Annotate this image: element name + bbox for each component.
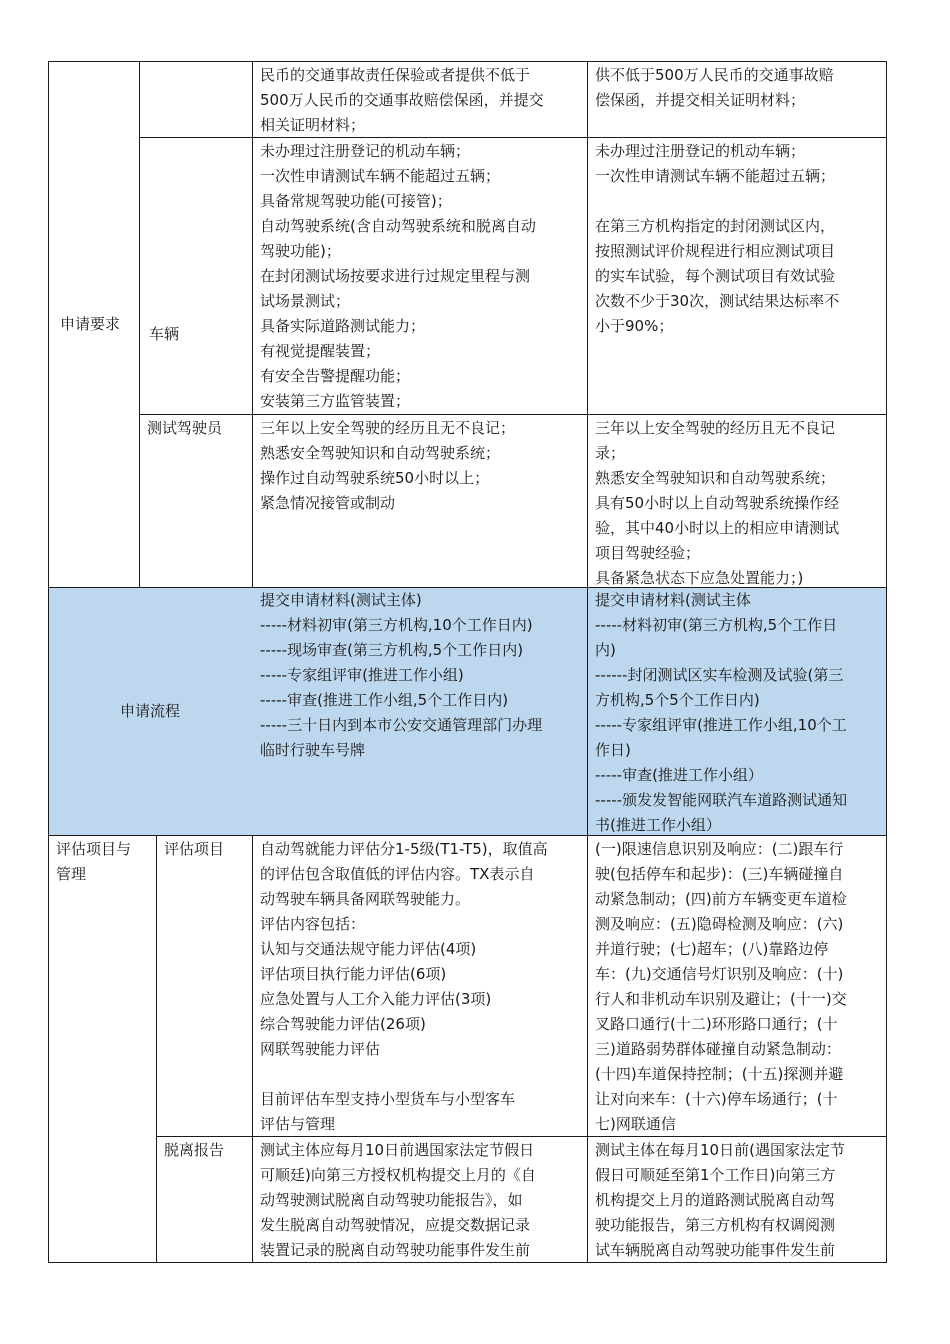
text-line: 500万人民币的交通事故赔偿保函，并提交 xyxy=(260,91,544,109)
text-line: 评估内容包括： xyxy=(260,915,366,933)
driver-requirements-right xyxy=(587,415,887,591)
text-line: 作日) xyxy=(595,741,631,759)
text-line: 综合驾驶能力评估(26项) xyxy=(260,1015,426,1033)
text-line: 发生脱离自动驾驶情况，应提交数据记录 xyxy=(260,1216,531,1234)
text-line: 机构提交上月的道路测试脱离自动驾 xyxy=(595,1191,836,1209)
text-line: 有视觉提醒装置； xyxy=(260,342,381,360)
table-border-right xyxy=(886,61,887,1263)
text-line: 自动驾驶系统(含自动驾驶系统和脱离自动 xyxy=(260,217,536,235)
col-divider-c-bottom xyxy=(252,835,253,1263)
text-line: 评估项目与 xyxy=(56,840,132,858)
text-line: -----材料初审(第三方机构,10个工作日内) xyxy=(260,616,533,634)
evaluation-items-right xyxy=(587,836,887,1137)
text-line: 一次性申请测试车辆不能超过五辆； xyxy=(595,167,836,185)
application-process-text: 申请流程 xyxy=(119,701,180,720)
text-line: 试车辆脱离自动驾驶功能事件发生前 xyxy=(595,1241,836,1259)
text-line: 安装第三方监管装置； xyxy=(260,392,411,410)
text-line: 按照测试评价规程进行相应测试项目 xyxy=(595,242,836,260)
evaluation-items-left xyxy=(252,836,587,1137)
text-line: 小于90%； xyxy=(595,317,674,335)
text-line: 三年以上安全驾驶的经历且无不良记 xyxy=(595,419,836,437)
text-line: 动紧急制动；(四)前方车辆变更车道检 xyxy=(595,890,847,908)
vehicle-requirements-right xyxy=(587,138,887,339)
text-line: 动驾驶车辆具备网联驾驶能力。 xyxy=(260,890,471,908)
text-line: 应急处置与人工介入能力评估(3项) xyxy=(260,990,492,1008)
text-line: 书(推进工作小组） xyxy=(595,816,721,834)
col-divider-a xyxy=(139,61,140,588)
text-line: 车：(九)交通信号灯识别及响应：(十) xyxy=(595,965,844,983)
text-line: 未办理过注册登记的机动车辆； xyxy=(260,142,471,160)
text-line: 动驾驶测试脱离自动驾驶功能报告》，如 xyxy=(260,1191,523,1209)
text-line: (十四)车道保持控制；(十五)探测并避 xyxy=(595,1065,844,1083)
vehicle-requirements-left xyxy=(252,138,587,414)
text-line: 并道行驶；(七)超车；(八)靠路边停 xyxy=(595,940,829,958)
process-steps-right xyxy=(587,587,887,838)
evaluation-items-label xyxy=(156,836,252,862)
text-line: 网联驾驶能力评估 xyxy=(260,1040,381,1058)
text-line: 民币的交通事故责任保验或者提供不低于 xyxy=(260,66,531,84)
text-line: 紧急情况接管或制动 xyxy=(260,494,396,512)
table-border-bottom xyxy=(48,1262,887,1263)
text-line: 评估与管理 xyxy=(260,1115,336,1133)
text-line: 相关证明材料； xyxy=(260,116,366,134)
text-line: 项目驾驶经验； xyxy=(595,544,701,562)
text-line: 具备紧急状态下应急处置能力；) xyxy=(595,569,804,587)
col-divider-c-top xyxy=(252,61,253,588)
text-line: 具备实际道路测试能力； xyxy=(260,317,426,335)
driver-label xyxy=(139,415,252,441)
text-line: 熟悉安全驾驶知识和自动驾驶系统； xyxy=(260,444,501,462)
process-steps-left xyxy=(252,587,587,763)
vehicle-label-text: 车辆 xyxy=(149,325,180,343)
row-divider-disengagement xyxy=(156,1136,887,1137)
text-line: 的实车试验，每个测试项目有效试验 xyxy=(595,267,836,285)
text-line: -----现场审查(第三方机构,5个工作日内) xyxy=(260,641,524,659)
disengagement-label xyxy=(156,1137,252,1163)
driver-label-text: 测试驾驶员 xyxy=(147,419,223,437)
col-divider-b xyxy=(156,835,157,1263)
text-line: 测试主体应每月10日前遇国家法定节假日 xyxy=(260,1141,535,1159)
text-line: 让对向来车：(十六)停车场通行；(十 xyxy=(595,1090,838,1108)
row-divider-evaluation xyxy=(48,835,887,836)
text-line: 内) xyxy=(595,641,616,659)
disengagement-report-right xyxy=(587,1137,887,1263)
text-line: 有安全告警提醒功能； xyxy=(260,367,411,385)
application-process-label xyxy=(48,587,252,835)
text-line: -----专家组评审(推进工作小组) xyxy=(260,666,464,684)
vehicle-label xyxy=(139,138,252,415)
text-line: 测及响应：(五)隐碍检测及响应：(六) xyxy=(595,915,844,933)
text-line: 录； xyxy=(595,444,626,462)
text-line: 自动驾就能力评估分1-5级(T1-T5)，取值高 xyxy=(260,840,548,858)
text-line: 驶功能报告，第三方机构有权调阅测 xyxy=(595,1216,836,1234)
text-line: 方机构,5个5个工作日内) xyxy=(595,691,760,709)
text-line: -----材料初审(第三方机构,5个工作日 xyxy=(595,616,838,634)
text-line: 驶(包括停车和起步)：(三)车辆碰撞自 xyxy=(595,865,844,883)
text-line: 在封闭测试场按要求进行过规定里程与测 xyxy=(260,267,531,285)
text-line: 假日可顺延至第1个工作日)向第三方 xyxy=(595,1166,836,1184)
text-line xyxy=(595,189,882,214)
text-line: 行人和非机动车识别及避让；(十一)交 xyxy=(595,990,847,1008)
insurance-text-right xyxy=(587,62,887,113)
text-line: (一)限速信息识别及响应：(二)跟车行 xyxy=(595,840,844,858)
text-line: -----颁发发智能网联汽车道路测试通知 xyxy=(595,791,848,809)
evaluation-management-label xyxy=(48,836,156,887)
text-line: -----审查(推进工作小组,5个工作日内) xyxy=(260,691,509,709)
text-line: 偿保函，并提交相关证明材料； xyxy=(595,91,806,109)
text-line: 操作过自动驾驶系统50小时以上； xyxy=(260,469,490,487)
text-line: 提交申请材料(测试主体) xyxy=(260,591,422,609)
text-line: 具有50小时以上自动驾驶系统操作经 xyxy=(595,494,840,512)
text-line: 评估项目执行能力评估(6项) xyxy=(260,965,447,983)
text-line: 驾驶功能)； xyxy=(260,242,341,260)
insurance-text-left xyxy=(252,62,587,138)
col-divider-d xyxy=(587,61,588,1263)
text-line: 临时行驶车号牌 xyxy=(260,741,366,759)
table-border-left xyxy=(48,61,49,1263)
text-line: 试场景测试； xyxy=(260,292,351,310)
text-line: 提交申请材料(测试主体 xyxy=(595,591,751,609)
row-divider-process xyxy=(48,587,887,588)
disengagement-label-text: 脱离报告 xyxy=(164,1141,225,1159)
text-line: 供不低于500万人民币的交通事故赔 xyxy=(595,66,834,84)
text-line: 验，其中40小时以上的相应申请测试 xyxy=(595,519,840,537)
text-line: 的评估包含取值低的评估内容。TX表示自 xyxy=(260,865,535,883)
text-line: 测试主体在每月10日前(遇国家法定节 xyxy=(595,1141,845,1159)
application-requirements-text: 申请要求 xyxy=(60,315,121,333)
text-line: 具备常规驾驶功能(可接管)； xyxy=(260,192,452,210)
text-line: 未办理过注册登记的机动车辆； xyxy=(595,142,806,160)
text-line: 一次性申请测试车辆不能超过五辆； xyxy=(260,167,501,185)
table-border-top xyxy=(48,61,887,62)
text-line: 管理 xyxy=(56,865,87,883)
text-line: 三)道路弱势群体碰撞自动紧急制动： xyxy=(595,1040,841,1058)
disengagement-report-left xyxy=(252,1137,587,1263)
text-line: -----专家组评审(推进工作小组,10个工 xyxy=(595,716,847,734)
text-line: 装置记录的脱离自动驾驶功能事件发生前 xyxy=(260,1241,531,1259)
text-line: -----三十日内到本市公安交通管理部门办理 xyxy=(260,716,543,734)
driver-requirements-left xyxy=(252,415,587,516)
text-line: ------封闭测试区实车检测及试验(第三 xyxy=(595,666,844,684)
text-line: 可顺廷)向第三方授权机构提交上月的《自 xyxy=(260,1166,536,1184)
text-line: 在第三方机构指定的封闭测试区内， xyxy=(595,217,836,235)
text-line: 叉路口通行(十二)环形路口通行；(十 xyxy=(595,1015,838,1033)
text-line: 七)网联通信 xyxy=(595,1115,676,1133)
text-line: 目前评估车型支持小型货车与小型客车 xyxy=(260,1090,516,1108)
text-line: 熟悉安全驾驶知识和自动驾驶系统； xyxy=(595,469,836,487)
text-line xyxy=(260,1062,582,1087)
text-line: 次数不少于30次，测试结果达标率不 xyxy=(595,292,840,310)
text-line: 认知与交通法规守能力评估(4项) xyxy=(260,940,477,958)
application-requirements-label xyxy=(48,62,139,587)
evaluation-items-label-text: 评估项目 xyxy=(164,840,225,858)
text-line: 三年以上安全驾驶的经历且无不良记； xyxy=(260,419,516,437)
text-line: -----审查(推进工作小组） xyxy=(595,766,763,784)
